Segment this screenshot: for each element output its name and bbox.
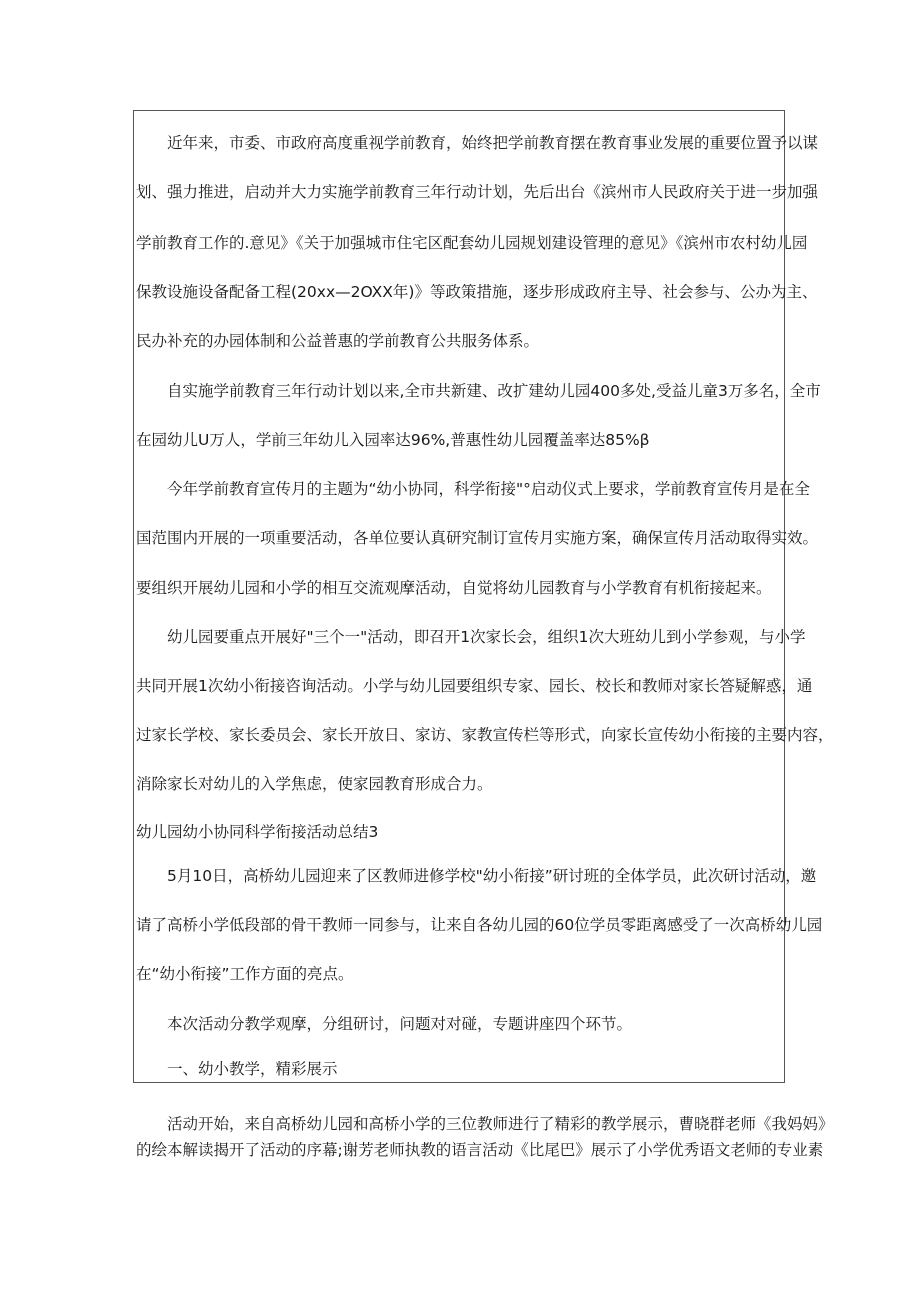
paragraph-line: 活动开始，来自高桥幼儿园和高桥小学的三位教师进行了精彩的教学展示，曹晓群老师《我妈妈》 [167,1115,834,1133]
paragraph-line: 自实施学前教育三年行动计划以来,全市共新建、改扩建幼儿园400多处,受益儿童3万多名，全市 [167,382,821,400]
paragraph-line: 幼儿园要重点开展好"三个一"活动，即召开1次家长会，组织1次大班幼儿到小学参观，与小学 [167,628,806,646]
paragraph-line: 要组织开展幼儿园和小学的相互交流观摩活动，自觉将幼儿园教育与小学教育有机衔接起来。 [136,579,772,597]
paragraph-line: 过家长学校、家长委员会、家长开放日、家访、家教宣传栏等形式，向家长宣传幼小衔接的主要内容， [136,726,834,744]
paragraph-line: 民办补充的办园体制和公益普惠的学前教育公共服务体系。 [136,332,540,350]
section-heading: 幼儿园幼小协同科学衔接活动总结3 [136,823,379,841]
paragraph-line: 5月10日，高桥幼儿园迎来了区教师进修学校"幼小衔接”研讨班的全体学员，此次研讨活动，邀 [167,867,817,885]
paragraph-line: 今年学前教育宣传月的主题为“幼小协同，科学衔接"°启动仪式上要求，学前教育宣传月是在全 [167,480,810,498]
paragraph-line: 保教设施设备配备工程(20xx—2OXX年)》等政策措施，逐步形成政府主导、社会参与、公办为主、 [136,283,818,301]
paragraph-line: 本次活动分教学观摩，分组研讨，问题对对碰，专题讲座四个环节。 [167,1015,633,1033]
paragraph-line: 消除家长对幼儿的入学焦虑，使家园教育形成合力。 [136,775,493,793]
paragraph-line: 的绘本解读揭开了活动的序幕;谢芳老师执教的语言活动《比尾巴》展示了小学优秀语文老师的专业素 [136,1141,824,1159]
paragraph-line: 国范围内开展的一项重要活动，各单位要认真研究制订宣传月实施方案，确保宣传月活动取得实效。 [136,529,819,547]
paragraph-line: 在“幼小衔接”工作方面的亮点。 [136,965,354,983]
paragraph-line: 学前教育工作的.意见》《关于加强城市住宅区配套幼儿园规划建设管理的意见》《滨州市农村幼儿园 [136,234,808,252]
paragraph-line: 共同开展1次幼小衔接咨询活动。小学与幼儿园要组织专家、园长、校长和教师对家长答疑解惑，通 [136,677,813,695]
paragraph-line: 划、强力推进，启动并大力实施学前教育三年行动计划，先后出台《滨州市人民政府关于进一步加强 [136,183,819,201]
paragraph-line: 请了高桥小学低段部的骨干教师一同参与，让来自各幼儿园的60位学员零距离感受了一次高桥幼儿园 [136,916,823,934]
subsection-heading: 一、幼小教学，精彩展示 [167,1060,338,1078]
paragraph-line: 在园幼儿U万人，学前三年幼儿入园率达96%,普惠性幼儿园覆盖率达85%β [136,431,650,449]
paragraph-line: 近年来，市委、市政府高度重视学前教育，始终把学前教育摆在教育事业发展的重要位置予以谋 [167,134,819,152]
